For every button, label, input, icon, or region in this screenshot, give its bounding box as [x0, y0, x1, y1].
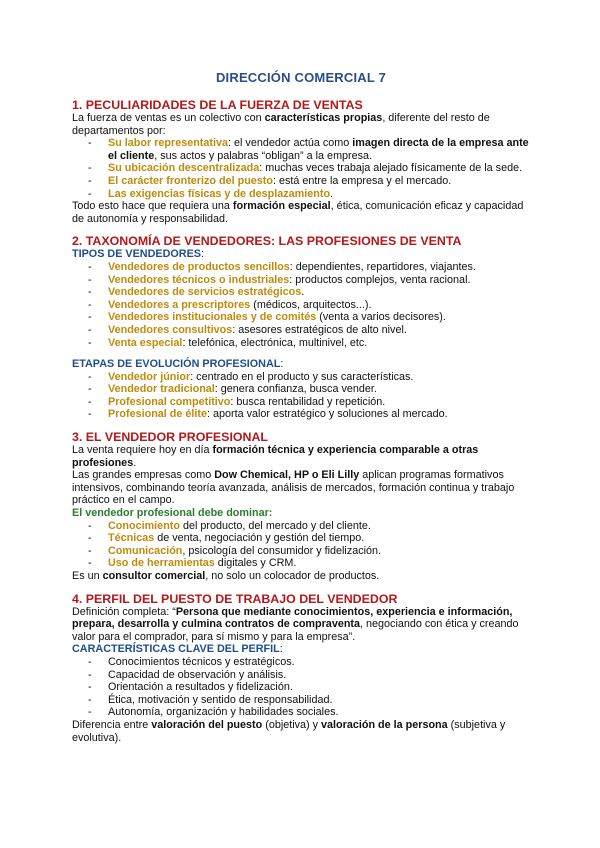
- text: (venta a varios decisores).: [316, 311, 446, 324]
- etapas-list: [72, 371, 530, 421]
- item-label: Vendedores institucionales y de comités: [108, 311, 317, 324]
- list-item: [88, 520, 530, 533]
- item-label: Profesional de élite: [108, 408, 208, 421]
- list-item: - Capacidad de observación y análisis.: [88, 669, 530, 682]
- list-item: - Autonomía, organización y habilidades sociales.: [88, 706, 530, 719]
- bold-text: valoración de la persona: [321, 718, 448, 731]
- text: del producto, del mercado y del cliente.: [179, 519, 371, 532]
- bold-text: características propias: [264, 112, 383, 124]
- section-1-intro: [72, 112, 530, 137]
- bold-text: valoración del puesto: [151, 718, 263, 731]
- text: : aporta valor estratégico y soluciones al mercado.: [207, 408, 448, 421]
- list-item: [88, 188, 530, 201]
- item-label: Vendedores de productos sencillos: [108, 260, 290, 273]
- text: Todo esto hace que requiera una: [72, 200, 233, 213]
- text: : muchas veces trabaja alejado físicamente de la sede.: [259, 162, 523, 175]
- list-item: [88, 545, 530, 558]
- list-item: [88, 162, 530, 175]
- item-label: Vendedores consultivos: [108, 323, 233, 336]
- section-3-p2: [72, 469, 530, 507]
- list-item: [88, 371, 530, 384]
- text: (objetiva) y: [262, 718, 322, 731]
- section-2: [72, 234, 530, 421]
- item-label: Vendedores de servicios estratégicos: [108, 286, 302, 299]
- list-item: [88, 175, 530, 188]
- section-1-list: [72, 137, 530, 200]
- text: Las grandes empresas como: [72, 469, 215, 482]
- text: :: [279, 643, 283, 656]
- document-title: DIRECCIÓN COMERCIAL 7: [215, 70, 387, 85]
- section-2-heading: 2. TAXONOMÍA DE VENDEDORES: LAS PROFESIONES DE VENTA: [72, 234, 462, 249]
- section-3-p3: [72, 570, 530, 583]
- section-3-p1: [72, 444, 530, 469]
- list-item: [88, 311, 530, 324]
- bold-text: formación especial: [232, 200, 331, 213]
- section-4-heading: 4. PERFIL DEL PUESTO DE TRABAJO DEL VENDEDOR: [72, 591, 398, 606]
- text: .: [301, 286, 305, 299]
- item-label: Conocimiento: [108, 519, 180, 532]
- list-item: - Ética, motivación y sentido de responsabilidad.: [88, 694, 530, 707]
- subheading: TIPOS DE VENDEDORES: [72, 248, 201, 261]
- list-item: [88, 274, 530, 287]
- text: : está entre la empresa y el mercado.: [273, 174, 452, 187]
- list-item: - Conocimientos técnicos y estratégicos.: [88, 656, 530, 669]
- text: : centrado en el producto y sus características.: [190, 370, 414, 383]
- text: : dependientes, repartidores, viajantes.: [289, 260, 476, 273]
- text: digitales y CRM.: [214, 557, 297, 570]
- text: :: [201, 248, 204, 261]
- list-item: [88, 408, 530, 421]
- section-3-subheading: El vendedor profesional debe dominar:: [72, 507, 273, 520]
- text: de venta, negociación y gestión del tiempo.: [154, 532, 365, 545]
- text: : genera confianza, busca vender.: [214, 383, 377, 396]
- bold-text: imagen directa de la empresa ante el cliente: [108, 137, 529, 162]
- text: Diferencia entre: [72, 718, 152, 731]
- list-item: [88, 261, 530, 274]
- item-label: Las exigencias físicas y de desplazamiento: [108, 187, 331, 200]
- text: , sus actos y palabras “obligan” a la empresa.: [154, 149, 373, 162]
- bold-text: Persona que mediante conocimientos, experiencia e información, prepara, desarrolla y culmina contratos de compraventa: [72, 605, 513, 631]
- bold-text: formación técnica y experiencia comparable a otras profesiones: [72, 444, 479, 469]
- item-label: Vendedores técnicos o industriales: [108, 273, 290, 286]
- text: La fuerza de ventas es un colectivo con: [72, 112, 265, 124]
- section-1-heading: 1. PECULIARIDADES DE LA FUERZA DE VENTAS: [72, 98, 363, 112]
- list-item: [88, 286, 530, 299]
- tipos-heading: [72, 248, 530, 261]
- text: :: [280, 358, 284, 371]
- section-4-difference: [72, 719, 530, 744]
- item-label: El carácter fronterizo del puesto: [108, 174, 273, 187]
- etapas-heading: [72, 358, 530, 371]
- item-label: Profesional competitivo: [108, 395, 231, 408]
- text: : busca rentabilidad y repetición.: [230, 395, 386, 408]
- item-label: Su labor representativa: [108, 137, 229, 150]
- section-4: [72, 592, 530, 745]
- item-label: Su ubicación descentralizada: [108, 162, 260, 175]
- text: : asesores estratégicos de alto nivel.: [232, 323, 407, 336]
- list-item: [88, 557, 530, 570]
- section-4-definition: [72, 606, 530, 644]
- text: , negociando con ética y creando valor para el comprador, para sí mismo y para la empresa”.: [72, 618, 519, 643]
- text: , no solo un colocador de productos.: [205, 570, 380, 582]
- list-item: [88, 396, 530, 409]
- item-label: Vendedores a prescriptores: [108, 298, 251, 311]
- text: .: [133, 456, 137, 469]
- text: La venta requiere hoy en día: [72, 444, 213, 457]
- list-item: [88, 532, 530, 545]
- subheading: CARACTERÍSTICAS CLAVE DEL PERFIL: [72, 643, 280, 656]
- section-1-outro: [72, 200, 530, 225]
- list-item: [88, 299, 530, 312]
- text: .: [330, 187, 334, 200]
- list-item: [88, 383, 530, 396]
- bold-text: consultor comercial: [102, 570, 206, 582]
- text: (subjetiva y evolutiva).: [72, 718, 506, 744]
- caracteristicas-heading: [72, 643, 530, 656]
- caracteristicas-list: [72, 656, 530, 719]
- text: (médicos, arquitectos...).: [250, 298, 372, 311]
- document-page: [72, 70, 530, 744]
- subheading: ETAPAS DE EVOLUCIÓN PROFESIONAL: [72, 358, 281, 371]
- item-label: Uso de herramientas: [108, 557, 215, 570]
- bold-text: Dow Chemical, HP o Eli Lilly: [214, 469, 360, 482]
- text: : productos complejos, venta racional.: [289, 273, 471, 286]
- list-item: [88, 337, 530, 350]
- section-3-list: [72, 520, 530, 570]
- text: , psicología del consumidor y fidelización.: [182, 544, 382, 557]
- text: : telefónica, electrónica, multinivel, etc.: [182, 336, 368, 349]
- tipos-list: [72, 261, 530, 349]
- text: : el vendedor actúa como: [228, 137, 353, 150]
- item-label: Comunicación: [108, 544, 183, 557]
- text: aplican programas formativos intensivos, combinando teoría avanzada, análisis de mercados, formación continua y trabajo práctico en el campo.: [72, 469, 515, 507]
- text: , ética, comunicación eficaz y capacidad de autonomía y responsabilidad.: [72, 200, 524, 225]
- section-3: [72, 430, 530, 583]
- section-3-heading: 3. EL VENDEDOR PROFESIONAL: [72, 430, 268, 445]
- list-item: - Orientación a resultados y fidelización.: [88, 681, 530, 694]
- item-label: Vendedor júnior: [108, 370, 191, 383]
- text: , diferente del resto de departamentos por:: [72, 112, 490, 137]
- item-label: Técnicas: [108, 532, 155, 545]
- list-item: [88, 137, 530, 162]
- text: Definición completa: “: [72, 605, 176, 618]
- list-item: [88, 324, 530, 337]
- section-1: [72, 98, 530, 225]
- item-label: Vendedor tradicional: [108, 383, 215, 396]
- item-label: Venta especial: [108, 336, 183, 349]
- text: Es un: [72, 570, 103, 582]
